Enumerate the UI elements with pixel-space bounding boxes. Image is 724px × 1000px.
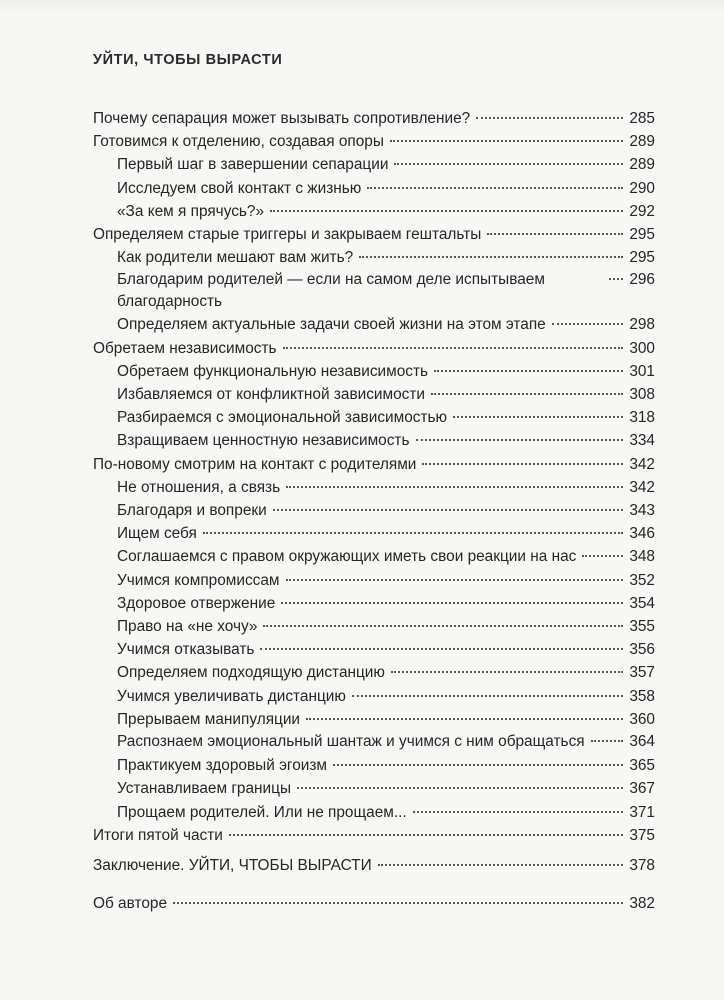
toc-entry-title: Определяем подходящую дистанцию (117, 664, 385, 682)
toc-subentry (93, 200, 655, 223)
dot-leader (229, 834, 623, 836)
toc-entry-title: Прерываем манипуляции (117, 710, 301, 728)
dot-leader (378, 864, 623, 866)
toc-subentry (93, 406, 655, 429)
toc-subentry (93, 545, 655, 568)
toc-entry-page: 295 (629, 249, 655, 267)
toc-entry-page: 364 (629, 733, 655, 751)
toc-subentry (93, 615, 655, 638)
toc-entry-page: 289 (629, 133, 655, 151)
toc-subentry (93, 638, 655, 661)
toc-entry-title: Право на «не хочу» (117, 618, 258, 636)
toc-entry-title: Распознаем эмоциональный шантаж и учимся с ним обращаться (117, 733, 585, 751)
toc-subentry (93, 685, 655, 708)
dot-leader (487, 233, 623, 235)
toc-entry-title: Устанавливаем границы (117, 780, 292, 798)
toc-entry-page: 342 (629, 478, 655, 496)
toc-entry (93, 223, 655, 246)
toc-subentry (93, 429, 655, 452)
dot-leader (552, 323, 623, 325)
dot-leader (394, 163, 623, 165)
dot-leader (273, 509, 623, 511)
dot-leader (367, 187, 623, 189)
dot-leader (416, 439, 623, 441)
toc-entry-page: 295 (629, 226, 655, 244)
toc-entry-page: 308 (629, 386, 655, 404)
dot-leader (591, 740, 623, 742)
toc-entry-page: 318 (629, 409, 655, 427)
dot-leader (286, 486, 623, 488)
toc-entry-page: 289 (629, 156, 655, 174)
toc-subentry (93, 360, 655, 383)
toc-entry-page: 298 (629, 316, 655, 334)
toc-entry-page: 378 (629, 857, 655, 875)
toc-entry-title: Готовимся к отделению, создавая опоры (93, 133, 384, 151)
dot-leader (286, 579, 624, 581)
dot-leader (431, 393, 623, 395)
toc-subentry (93, 522, 655, 545)
toc-entry-page: 342 (629, 455, 655, 473)
toc-entry-title: Соглашаемся с правом окружающих иметь свои реакции на нас (117, 548, 577, 566)
toc-entry-title: Практикуем здоровый эгоизм (117, 757, 327, 775)
toc-entry-title: Разбираемся с эмоциональной зависимостью (117, 409, 448, 427)
toc-entry-title: Исследуем свой контакт с жизнью (117, 179, 362, 197)
toc-subentry (93, 476, 655, 499)
toc-subentry (93, 269, 655, 313)
dot-leader (391, 671, 623, 673)
toc-entry-title: Прощаем родителей. Или не прощаем... (117, 803, 407, 821)
toc-subentry (93, 777, 655, 800)
toc-entry-title: Первый шаг в завершении сепарации (117, 156, 389, 174)
dot-leader (609, 278, 623, 280)
toc-subentry (93, 246, 655, 269)
toc-entry-page: 352 (629, 571, 655, 589)
dot-leader (306, 718, 623, 720)
toc-entry (93, 107, 655, 130)
toc-entry-page: 285 (629, 110, 655, 127)
toc-entry-title: Об авторе (93, 895, 168, 913)
dot-leader (297, 787, 623, 789)
toc-subentry (93, 592, 655, 615)
toc-entry (93, 337, 655, 360)
toc-entry-title: Как родители мешают вам жить? (117, 249, 354, 267)
toc-entry-title: Ищем себя (117, 525, 197, 543)
toc-subentry (93, 383, 655, 406)
toc-entry-page: 290 (629, 179, 655, 197)
toc-entry-page: 375 (629, 826, 655, 844)
toc-entry-page: 356 (629, 641, 655, 659)
toc-subentry (93, 153, 655, 176)
toc-entry (93, 824, 655, 847)
toc-entry-page: 367 (629, 780, 655, 798)
toc-entry-page: 354 (629, 594, 655, 612)
toc-entry-conclusion (93, 854, 655, 877)
toc-entry-page: 382 (629, 895, 655, 913)
toc-entry (93, 130, 655, 153)
dot-leader (582, 555, 623, 557)
toc-entry-title: Учимся отказывать (117, 641, 255, 659)
dot-leader (352, 695, 623, 697)
toc-entry-page: 357 (629, 664, 655, 682)
dot-leader (173, 902, 623, 904)
toc-entry-title: Определяем старые триггеры и закрываем гештальты (93, 226, 482, 244)
toc-entry-page: 365 (629, 757, 655, 775)
dot-leader (434, 370, 623, 372)
toc-entry-about-author (93, 892, 655, 915)
toc-entry-page: 346 (629, 525, 655, 543)
dot-leader (359, 256, 623, 258)
toc-subentry (93, 708, 655, 731)
dot-leader (413, 811, 623, 813)
toc-entry-title: Учимся увеличивать дистанцию (117, 687, 346, 705)
dot-leader (283, 347, 623, 349)
dot-leader (260, 648, 623, 650)
toc-subentry (93, 569, 655, 592)
table-of-contents (93, 107, 655, 915)
toc-entry-page: 292 (629, 202, 655, 220)
toc-entry-title: Итоги пятой части (93, 826, 223, 844)
dot-leader (281, 602, 623, 604)
toc-entry-title: Не отношения, а связь (117, 478, 281, 496)
toc-entry-title: Учимся компромиссам (117, 571, 280, 589)
dot-leader (333, 764, 623, 766)
toc-entry-page: 296 (629, 271, 655, 289)
toc-entry (93, 453, 655, 476)
toc-entry-page: 371 (629, 803, 655, 821)
toc-entry-page: 348 (629, 548, 655, 566)
toc-entry-title: Заключение. УЙТИ, ЧТОБЫ ВЫРАСТИ (93, 857, 372, 875)
toc-entry-title: «За кем я прячусь?» (117, 202, 265, 220)
toc-entry-title: Почему сепарация может вызывать сопротивление? (93, 110, 471, 127)
toc-entry-page: 301 (629, 362, 655, 380)
toc-entry-page: 355 (629, 618, 655, 636)
toc-entry-title: Избавляемся от конфликтной зависимости (117, 386, 426, 404)
toc-entry-page: 300 (629, 339, 655, 357)
dot-leader (203, 532, 623, 534)
toc-entry-page: 360 (629, 710, 655, 728)
toc-entry-page: 334 (629, 432, 655, 450)
toc-entry-title: Благодаря и вопреки (117, 502, 267, 520)
toc-subentry (93, 177, 655, 200)
toc-entry-title: Взращиваем ценностную независимость (117, 432, 410, 450)
running-head: УЙТИ, ЧТОБЫ ВЫРАСТИ (93, 52, 283, 68)
toc-entry-title: По-новому смотрим на контакт с родителями (93, 455, 417, 473)
toc-entry-title: Благодарим родителей — если на самом деле испытываем благодарность (117, 271, 545, 311)
toc-subentry (93, 801, 655, 824)
toc-subentry (93, 754, 655, 777)
toc-subentry (93, 313, 655, 336)
toc-entry-title: Обретаем независимость (93, 339, 277, 357)
dot-leader (263, 625, 623, 627)
dot-leader (476, 117, 623, 119)
toc-entry-page: 343 (629, 502, 655, 520)
toc-subentry (93, 661, 655, 684)
page-top-edge (0, 0, 724, 14)
toc-entry-page: 358 (629, 687, 655, 705)
toc-entry-title: Обретаем функциональную независимость (117, 362, 429, 380)
toc-subentry (93, 499, 655, 522)
toc-entry-title: Определяем актуальные задачи своей жизни на этом этапе (117, 316, 546, 334)
dot-leader (422, 463, 623, 465)
toc-entry-title: Здоровое отвержение (117, 594, 276, 612)
dot-leader (453, 416, 623, 418)
dot-leader (390, 140, 623, 142)
dot-leader (270, 210, 623, 212)
toc-subentry (93, 731, 655, 754)
